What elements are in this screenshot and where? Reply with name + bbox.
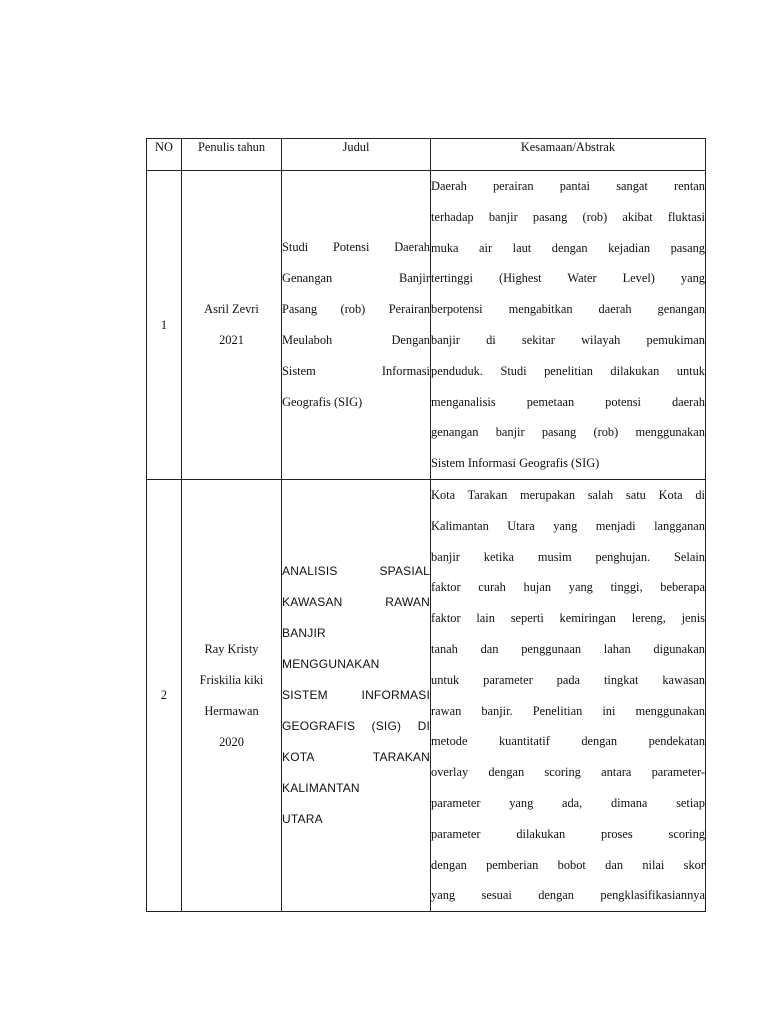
- title-cell: [282, 171, 431, 480]
- title-line: Pasang (rob) Perairan: [282, 302, 430, 316]
- title-line: Studi Potensi Daerah: [282, 240, 430, 254]
- abstract-line: yang sesuai dengan pengklasifikasiannya: [431, 888, 705, 903]
- abstract-line: dengan pemberian bobot dan nilai skor: [431, 857, 705, 872]
- abstract-line: untuk parameter pada tingkat kawasan: [431, 672, 705, 687]
- header-no: NO: [147, 139, 182, 171]
- publication-year: 2021: [219, 333, 244, 347]
- abstract-line: overlay dengan scoring antara parameter-: [431, 765, 705, 780]
- author-name: Asril Zevri: [204, 302, 259, 316]
- abstract-line: muka air laut dengan kejadian pasang: [431, 240, 705, 255]
- table-row: [147, 480, 706, 912]
- author-year-cell: [182, 480, 282, 912]
- author-year-cell: [182, 171, 282, 480]
- abstract-line: rawan banjir. Penelitian ini menggunakan: [431, 703, 705, 718]
- literature-table: [146, 138, 706, 912]
- abstract-cell: [431, 480, 706, 912]
- title-line: ANALISIS SPASIAL: [282, 564, 430, 579]
- title-line: Meulaboh Dengan: [282, 333, 430, 347]
- abstract-line: banjir ketika musim penghujan. Selain: [431, 549, 705, 564]
- title-line: SISTEM INFORMASI: [282, 688, 430, 703]
- title-line: BANJIR: [282, 626, 326, 641]
- title-line: Geografis (SIG): [282, 395, 363, 409]
- abstract-line: Daerah perairan pantai sangat rentan: [431, 179, 705, 194]
- abstract-line: parameter dilakukan proses scoring: [431, 826, 705, 841]
- abstract-line: faktor curah hujan yang tinggi, beberapa: [431, 580, 705, 595]
- abstract-line: tanah dan penggunaan lahan digunakan: [431, 641, 705, 656]
- abstract-line: banjir di sekitar wilayah pemukiman: [431, 333, 705, 347]
- row-number: 1: [147, 171, 182, 480]
- abstract-cell: [431, 171, 706, 480]
- publication-year: 2020: [219, 734, 244, 749]
- abstract-line: menganalisis pemetaan potensi daerah: [431, 394, 705, 409]
- title-line: MENGGUNAKAN: [282, 657, 380, 672]
- table-header-row: [147, 139, 706, 171]
- author-name: Hermawan: [204, 703, 259, 718]
- abstract-line: terhadap banjir pasang (rob) akibat fluktasi: [431, 209, 705, 224]
- title-cell: [282, 480, 431, 912]
- title-line: KAWASAN RAWAN: [282, 595, 430, 610]
- title-line: GEOGRAFIS (SIG) DI: [282, 719, 430, 734]
- abstract-line: penduduk. Studi penelitian dilakukan untuk: [431, 363, 705, 378]
- header-penulis-tahun: Penulis tahun: [182, 139, 282, 171]
- title-line: KOTA TARAKAN: [282, 750, 430, 765]
- abstract-line: genangan banjir pasang (rob) menggunakan: [431, 425, 705, 440]
- title-line: Sistem Informasi: [282, 364, 430, 378]
- author-name: Friskilia kiki: [199, 672, 264, 687]
- title-line: KALIMANTAN: [282, 781, 360, 796]
- abstract-line: metode kuantitatif dengan pendekatan: [431, 734, 705, 749]
- abstract-line: berpotensi mengabitkan daerah genangan: [431, 302, 705, 317]
- abstract-line: tertinggi (Highest Water Level) yang: [431, 271, 705, 286]
- abstract-line: Kota Tarakan merupakan salah satu Kota di: [431, 488, 705, 502]
- author-name: Ray Kristy: [204, 641, 259, 656]
- table-row: [147, 171, 706, 480]
- title-line: UTARA: [282, 812, 323, 827]
- abstract-line: parameter yang ada, dimana setiap: [431, 795, 705, 810]
- abstract-line: Sistem Informasi Geografis (SIG): [431, 456, 600, 471]
- abstract-line: faktor lain seperti kemiringan lereng, jenis: [431, 611, 705, 626]
- abstract-line: Kalimantan Utara yang menjadi langganan: [431, 518, 705, 533]
- header-judul: Judul: [282, 139, 431, 171]
- row-number: 2: [147, 480, 182, 912]
- title-line: Genangan Banjir: [282, 271, 430, 285]
- header-kesamaan-abstrak: Kesamaan/Abstrak: [431, 139, 706, 171]
